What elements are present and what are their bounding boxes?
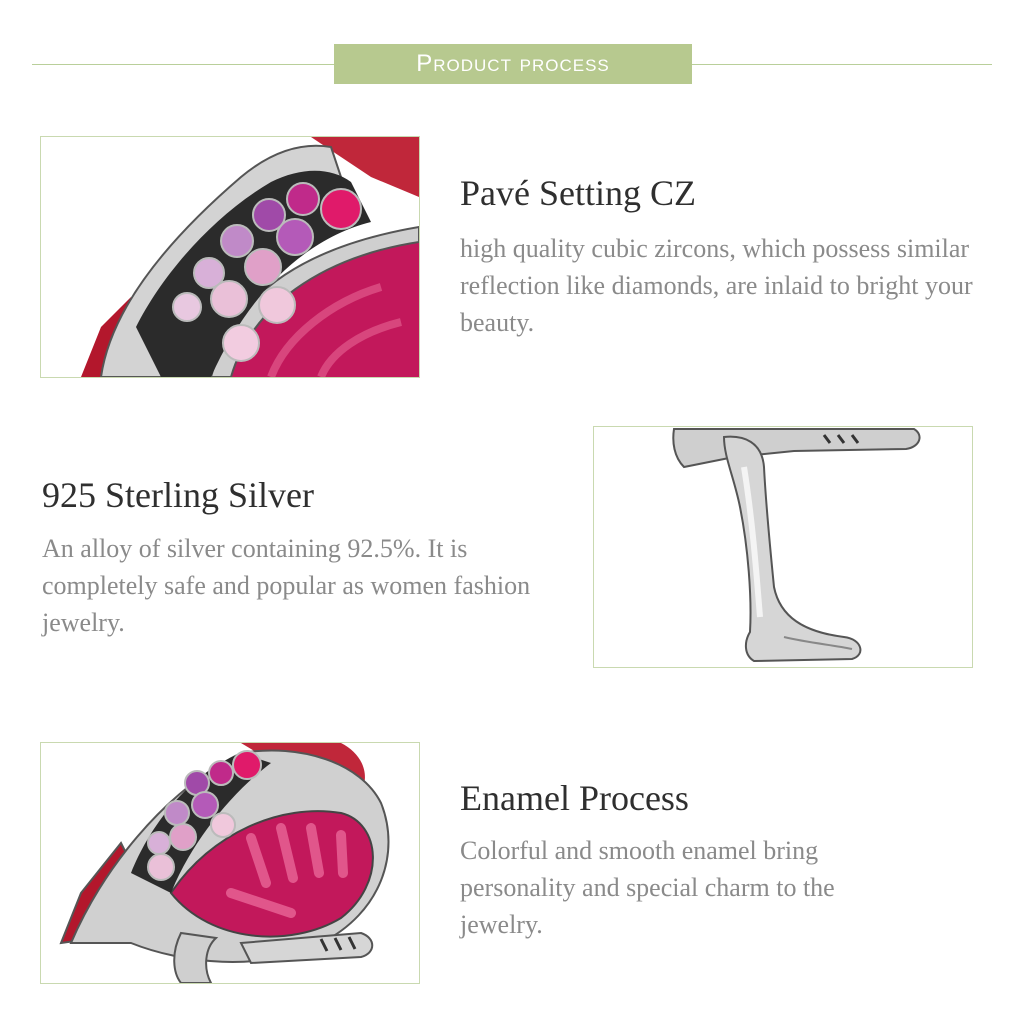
section-description-pave: high quality cubic zircons, which possess similar reflection like diamonds, are inlaid to bright your beauty. [460, 234, 973, 337]
enamel-flamingo-charm-icon [41, 743, 419, 983]
banner-title: Product process [416, 50, 610, 77]
section-description-enamel: Colorful and smooth enamel bring personality and special charm to the jewelry. [460, 836, 835, 939]
section-title-silver: 925 Sterling Silver [42, 475, 314, 515]
header-rule-left [32, 64, 334, 65]
enamel-process-image [40, 742, 420, 984]
header-rule-right [692, 64, 992, 65]
section-title-enamel: Enamel Process [460, 778, 689, 818]
silver-flamingo-leg-closeup-icon [594, 427, 972, 667]
section-banner [334, 44, 692, 84]
sterling-silver-image [593, 426, 973, 668]
pave-setting-image [40, 136, 420, 378]
pave-zircon-wing-closeup-icon [41, 137, 419, 377]
section-description-silver: An alloy of silver containing 92.5%. It is completely safe and popular as women fashion jewelry. [42, 534, 531, 637]
section-title-pave: Pavé Setting CZ [460, 173, 696, 213]
